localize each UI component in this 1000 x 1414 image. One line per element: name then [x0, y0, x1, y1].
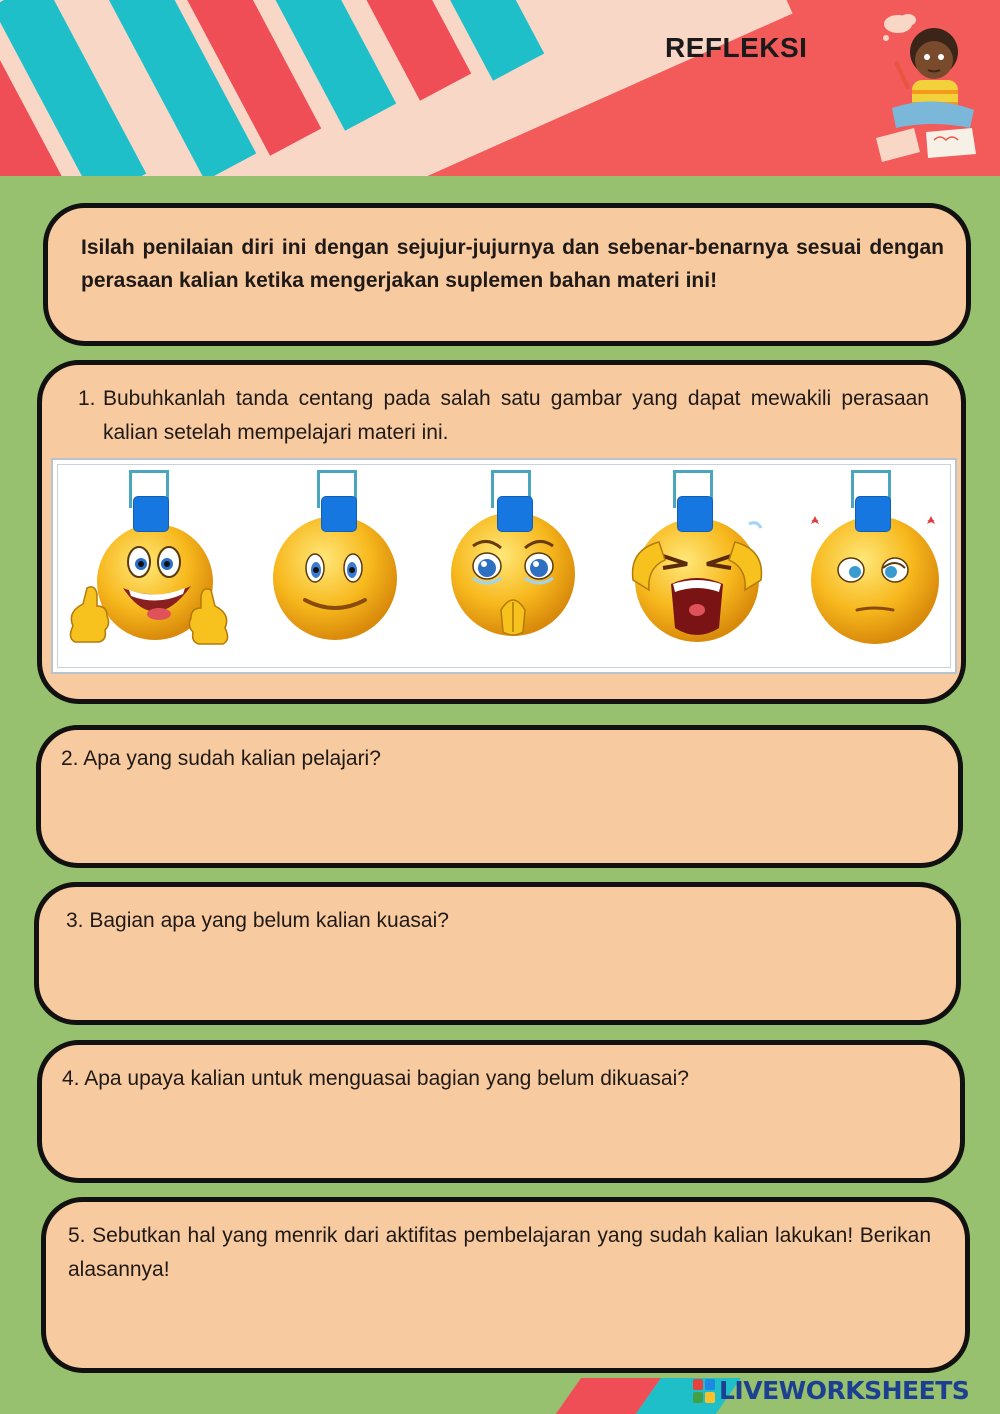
- emoji-option: [791, 460, 971, 676]
- header-banner: [0, 0, 1000, 176]
- question-5-text: 5. Sebutkan hal yang menrik dari aktifitas pembelajaran yang sudah kalian lakukan! Berikan alasannya!: [68, 1224, 931, 1281]
- feeling-checkbox-4[interactable]: [677, 496, 713, 532]
- crying-emoji-icon: [613, 460, 793, 676]
- thinking-kid-illustration: [862, 10, 990, 168]
- question-1: [78, 382, 929, 450]
- intro-instructions: Isilah penilaian diri ini dengan sejujur-jujurnya dan sebenar-benarnya sesuai dengan perasaan kalian ketika mengerjakan suplemen bahan materi ini!: [81, 236, 944, 292]
- question-1-text: Bubuhkanlah tanda centang pada salah satu gambar yang dapat mewakili perasaan kalian setelah mempelajari materi ini.: [103, 387, 929, 444]
- question-3-text: 3. Bagian apa yang belum kalian kuasai?: [66, 909, 449, 932]
- watermark-text: LIVEWORKSHEETS: [719, 1376, 970, 1405]
- question-4-card[interactable]: [37, 1040, 965, 1183]
- thumbs-up-laughing-emoji-icon: [59, 460, 239, 676]
- question-2-text: 2. Apa yang sudah kalian pelajari?: [61, 747, 381, 770]
- question-2-card[interactable]: [36, 725, 963, 868]
- emoji-option: [59, 460, 239, 676]
- feeling-checkbox-2[interactable]: [321, 496, 357, 532]
- question-1-number: 1.: [78, 387, 96, 410]
- feeling-checkbox-5[interactable]: [855, 496, 891, 532]
- intro-card: [43, 203, 971, 346]
- liveworksheets-watermark: [693, 1376, 969, 1405]
- page-title: REFLEKSI: [665, 32, 808, 63]
- feeling-checkbox-3[interactable]: [497, 496, 533, 532]
- liveworksheets-logo-icon: [693, 1379, 715, 1403]
- dizzy-emoji-icon: [791, 460, 971, 676]
- emoji-option: [425, 460, 605, 676]
- pleading-emoji-icon: [425, 460, 605, 676]
- question-3-card[interactable]: [34, 882, 961, 1025]
- emoji-option: [247, 460, 427, 676]
- emoji-option: [613, 460, 793, 676]
- smiling-emoji-icon: [247, 460, 427, 676]
- emoji-choice-panel: [51, 458, 957, 674]
- question-5-card[interactable]: [41, 1197, 970, 1373]
- question-4-text: 4. Apa upaya kalian untuk menguasai bagian yang belum dikuasai?: [62, 1067, 689, 1090]
- feeling-checkbox-1[interactable]: [133, 496, 169, 532]
- question-1-card: [37, 360, 966, 704]
